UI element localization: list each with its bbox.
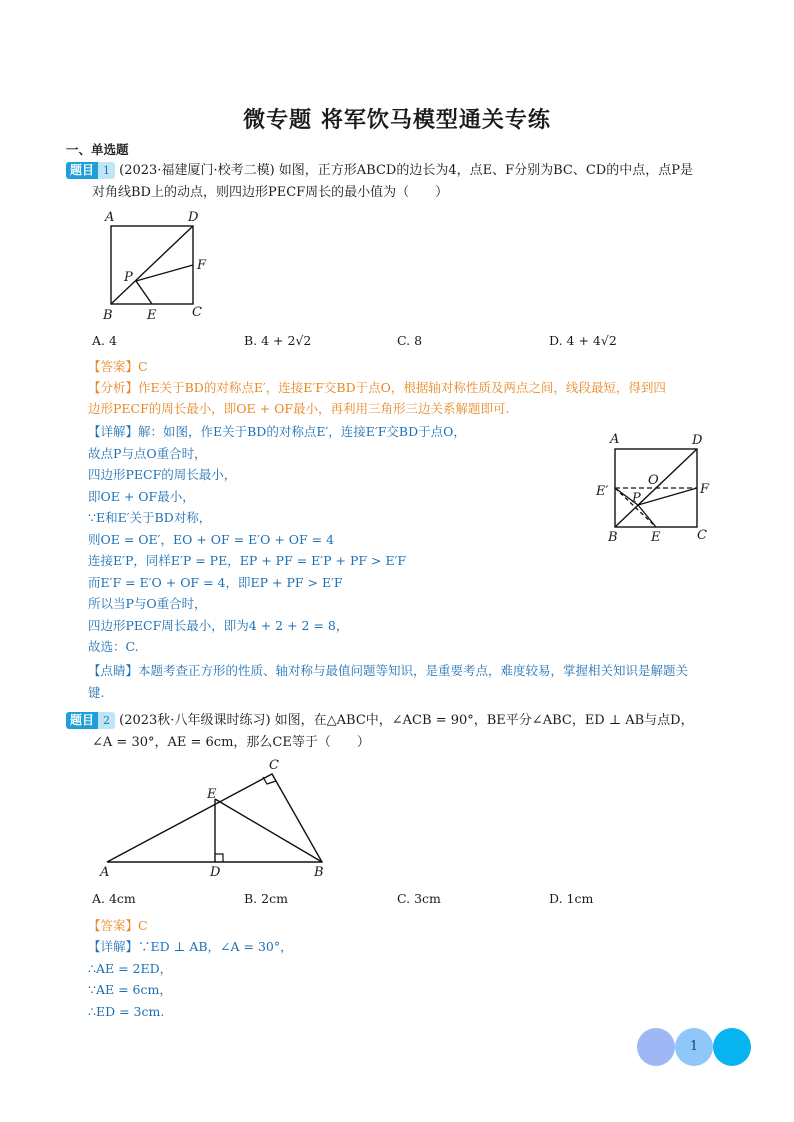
badge-number: 2: [98, 712, 115, 729]
q1-detail-line: 【详解】解：如图，作E关于BD的对称点E′，连接E′F交BD于点O，: [88, 424, 466, 439]
label-d-2: D: [692, 433, 703, 448]
question-2-text-1: (2023秋·八年级课时练习) 如图，在△ABC中，∠ACB = 90°，BE平分∠ABC，ED ⊥ AB与点D，: [119, 713, 694, 728]
label-c: C: [269, 758, 279, 773]
label-c-2: C: [697, 528, 707, 543]
q2-detail-line: ∴AE = 2ED，: [88, 960, 173, 976]
question-2-line-1: [66, 711, 746, 731]
diagonal-bd: [111, 226, 193, 304]
q2-choice-c[interactable]: C. 3cm: [397, 891, 441, 906]
q1-analysis-2: 边形PECF的周长最小，即OE + OF最小，再利用三角形三边关系解题即可.: [88, 401, 510, 416]
q1-detail-line: ∵E和E′关于BD对称，: [88, 510, 212, 525]
label-e-2: E: [651, 530, 661, 545]
q1-choice-b[interactable]: B. 4 + 2√2: [244, 333, 312, 348]
badge-label: 题目: [66, 162, 98, 179]
q2-choice-d[interactable]: D. 1cm: [549, 891, 594, 906]
segment-eb: [215, 799, 322, 862]
label-a: A: [100, 865, 110, 880]
question-1-diagram: [100, 205, 220, 325]
label-a-2: A: [610, 432, 620, 447]
label-p-2: P: [632, 491, 641, 506]
section-heading: 一、单选题: [66, 142, 129, 157]
q1-detail-line: 而E′F = E′O + OF = 4，即EP + PF > E′F: [88, 574, 343, 590]
q1-detail-line: 即OE + OF最小，: [88, 488, 195, 504]
q1-choice-d[interactable]: D. 4 + 4√2: [549, 333, 617, 348]
label-b: B: [314, 865, 324, 880]
label-b-2: B: [608, 530, 618, 545]
label-f: F: [197, 258, 207, 273]
label-e-prime: E′: [596, 484, 609, 499]
label-c: C: [192, 305, 202, 320]
label-f-2: F: [700, 482, 710, 497]
q1-choice-c[interactable]: C. 8: [397, 333, 423, 348]
question-1-text-2: 对角线BD上的动点，则四边形PECF周长的最小值为（ ）: [92, 185, 449, 200]
q1-detail-line: 所以当P与O重合时，: [88, 596, 207, 611]
q2-choice-b[interactable]: B. 2cm: [244, 891, 288, 906]
q2-answer: 【答案】C: [88, 918, 148, 933]
q1-answer: 【答案】C: [88, 359, 148, 374]
q1-choice-a[interactable]: A. 4: [92, 333, 117, 348]
question-1-line-1: [66, 161, 746, 181]
q1-comment-2: 键.: [88, 685, 105, 700]
q1-detail-line: 四边形PECF的周长最小，: [88, 467, 237, 482]
q1-detail-line: 故点P与点O重合时，: [88, 445, 207, 461]
question-1-text-1: (2023·福建厦门·校考二模) 如图，正方形ABCD的边长为4，点E、F分别为BC、CD的中点，点P是: [119, 163, 693, 178]
badge-label: 题目: [66, 712, 98, 729]
segment-pe-2: [638, 505, 656, 527]
right-angle-d: [215, 854, 223, 862]
question-2-diagram: [95, 752, 335, 882]
q1-detail: [88, 421, 508, 658]
q1-detail-line: 四边形PECF周长最小，即为4 + 2 + 2 = 8，: [88, 617, 349, 633]
question-2-badge: [66, 712, 115, 729]
label-o: O: [648, 473, 659, 488]
label-d: D: [210, 865, 221, 880]
q1-detail-line: 则OE = OE′，EO + OF = E′O + OF = 4: [88, 531, 335, 547]
segment-pe: [136, 281, 152, 304]
label-p: P: [124, 270, 133, 285]
q2-detail-line: ∴ED = 3cm.: [88, 1003, 165, 1019]
page-circle-left: [637, 1028, 675, 1066]
page-title: 微专题 将军饮马模型通关专练: [243, 107, 551, 133]
q1-analysis-1: 【分析】作E关于BD的对称点E′，连接E′F交BD于点O，根据轴对称性质及两点之间，线段最短，得到四: [88, 380, 666, 395]
q2-detail: [88, 936, 293, 1022]
question-1-badge: [66, 162, 115, 179]
page-circle-right: [713, 1028, 751, 1066]
q1-comment-1: 【点睛】本题考查正方形的性质、轴对称与最值问题等知识，是重要考点，难度较易，掌握相关知识是解题关: [88, 663, 689, 678]
q1-detail-line: 连接E′P，同样E′P = PE，EP + PF = E′P + PF > E′F: [88, 553, 407, 568]
question-2-text-2: ∠A = 30°，AE = 6cm，那么CE等于（ ）: [92, 735, 370, 750]
label-d: D: [188, 210, 199, 225]
q2-choice-a[interactable]: A. 4cm: [92, 891, 136, 906]
q1-detail-line: 故选：C.: [88, 639, 139, 654]
question-1-solution-diagram: [590, 427, 720, 547]
page-number: 1: [675, 1028, 713, 1066]
badge-number: 1: [98, 162, 115, 179]
label-a: A: [105, 210, 115, 225]
label-e: E: [207, 787, 217, 802]
q2-detail-line: ∵AE = 6cm，: [88, 982, 172, 997]
label-b: B: [103, 308, 113, 323]
q2-detail-line: 【详解】∵ED ⊥ AB，∠A = 30°，: [88, 939, 293, 954]
label-e: E: [147, 308, 157, 323]
